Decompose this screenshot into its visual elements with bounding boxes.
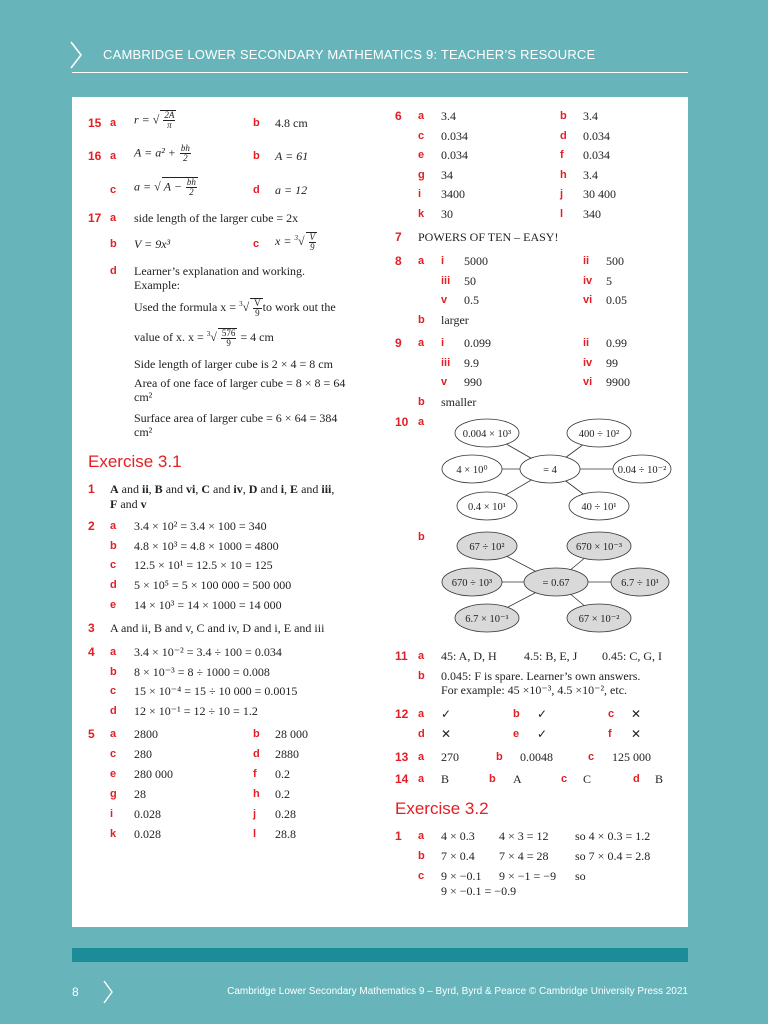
q8-b-answer: larger	[441, 313, 469, 327]
q5-row-label: h	[253, 788, 260, 800]
q9-b-label: b	[418, 396, 425, 408]
q5-row-value: 280	[134, 747, 152, 761]
node-label: 0.4 × 10¹	[468, 502, 506, 513]
q14-d-label: d	[633, 773, 640, 785]
q17-d-line5: Side length of larger cube is 2 × 4 = 8 cm	[134, 357, 333, 371]
chevron-right-icon	[68, 40, 84, 70]
q6-row-value: 3.4	[583, 167, 598, 182]
q1-answer-line1: A and ii, B and vi, C and iv, D and i, E and iii,	[110, 482, 335, 496]
ex32-q1-c-c3: so	[575, 869, 586, 883]
q11-b-line1: 0.045: F is spare. Learner’s own answers.	[441, 669, 641, 683]
node-label: 400 ÷ 10²	[578, 429, 620, 440]
ex32-q1-c-c1: 9 × −0.1	[441, 869, 482, 883]
ex32-q1-a-c1: 4 × 0.3	[441, 829, 475, 843]
q2-number: 2	[88, 519, 95, 533]
q2-d-label: d	[110, 579, 117, 591]
q15-b-label: b	[253, 117, 260, 129]
q16-a-formula: A = a² + $\frac{bh}{2}$	[134, 143, 190, 163]
node-label: 6.7 × 10⁻¹	[465, 614, 509, 625]
q17-d-line1: Learner’s explanation and working.	[134, 264, 306, 278]
node-label: 0.004 × 10³	[462, 429, 512, 440]
q10-number: 10	[395, 415, 409, 429]
q12-b-mark: ✓	[537, 707, 548, 721]
q8-row-value: 0.5	[464, 293, 479, 307]
q8-b-label: b	[418, 314, 425, 326]
q5-row-label: e	[110, 768, 117, 780]
q10-a-label: a	[418, 416, 425, 428]
q10-b-label: b	[418, 531, 425, 543]
q5-row-label: d	[253, 748, 260, 760]
q5-row-label: k	[110, 828, 117, 840]
q14-a-answer: B	[441, 772, 450, 786]
ex32-q1-b-c1: 7 × 0.4	[441, 849, 475, 863]
ex32-q1-c-label: c	[418, 870, 425, 882]
center-label: = 0.67	[542, 578, 570, 589]
q16-a-label: a	[110, 150, 117, 162]
node-label: 6.7 ÷ 10¹	[621, 578, 659, 589]
q6-row-value: 3400	[441, 187, 465, 202]
q12-number: 12	[395, 707, 409, 721]
footer-band	[72, 948, 688, 962]
q4-a-answer: 3.4 × 10⁻² = 3.4 ÷ 100 = 0.034	[134, 645, 282, 659]
q13-c-label: c	[588, 751, 595, 763]
header-title: CAMBRIDGE LOWER SECONDARY MATHEMATICS 9: TEACHER’S RESOURCE	[103, 47, 596, 62]
q12-a-mark: ✓	[441, 707, 452, 721]
q4-number: 4	[88, 645, 95, 659]
q2-e-answer: 14 × 10³ = 14 × 1000 = 14 000	[134, 598, 282, 612]
page-number: 8	[72, 985, 79, 999]
q15-b-answer: 4.8 cm	[275, 116, 308, 130]
q12-a-label: a	[418, 708, 425, 720]
q3-number: 3	[88, 621, 95, 635]
q4-d-answer: 12 × 10⁻¹ = 12 ÷ 10 = 1.2	[134, 704, 258, 718]
q6-row-label: g	[418, 168, 425, 181]
q6-row-label: f	[560, 149, 564, 162]
q14-b-answer: A	[513, 772, 522, 786]
q5-row-value: 0.028	[134, 827, 161, 841]
q17-d-line6: Area of one face of larger cube = 8 × 8 = 64 cm²	[134, 376, 346, 404]
q3-answer: A and ii, B and v, C and iv, D and i, E and iii	[110, 621, 325, 635]
q2-b-label: b	[110, 540, 117, 552]
q9-row-label: iii	[441, 356, 451, 369]
q12-c-mark: ✕	[631, 707, 642, 721]
q16-d-answer: a = 12	[275, 183, 308, 197]
q5-row-value: 28.8	[275, 827, 296, 841]
ex32-q1-a-c3: so 4 × 0.3 = 1.2	[575, 829, 651, 843]
q5-row-label: i	[110, 808, 114, 820]
q9-number: 9	[395, 336, 402, 350]
q9-row-label: ii	[583, 337, 590, 349]
exercise-3-1-heading: Exercise 3.1	[88, 452, 182, 471]
q4-b-label: b	[110, 666, 117, 678]
q14-a-label: a	[418, 773, 425, 785]
q14-b-label: b	[489, 773, 496, 785]
q2-c-label: c	[110, 559, 117, 571]
q5-row-label: j	[253, 808, 257, 820]
q13-number: 13	[395, 750, 409, 764]
q11-a-col2: 4.5: B, E, J	[524, 649, 578, 663]
q11-b-line2: For example: 45 ×10⁻³, 4.5 ×10⁻², etc.	[441, 683, 628, 697]
q4-c-label: c	[110, 685, 117, 697]
q17-b-label: b	[110, 238, 117, 250]
q6-row-label: j	[560, 188, 564, 201]
q5-row-value: 280 000	[134, 767, 173, 781]
q12-d-mark: ✕	[441, 727, 452, 741]
q1-number: 1	[88, 482, 95, 496]
ex32-q1-c-c4: 9 × −0.1 = −0.9	[441, 884, 517, 898]
q6-row-value: 34	[441, 167, 453, 182]
q9-row-label: vi	[583, 376, 593, 388]
q6-row-label: l	[560, 208, 564, 220]
q5-row-value: 2880	[275, 747, 299, 761]
q13-a-answer: 270	[441, 750, 459, 764]
q2-d-answer: 5 × 10⁵ = 5 × 100 000 = 500 000	[134, 578, 292, 592]
q11-b-label: b	[418, 670, 425, 682]
footer-copyright: Cambridge Lower Secondary Mathematics 9 – Byrd, Byrd & Pearce © Cambridge University Press 2021	[227, 986, 688, 997]
q9-row-value: 0.99	[606, 336, 627, 350]
ex32-q1-c-c2: 9 × −1 = −9	[499, 869, 557, 883]
node-label: 670 ÷ 10³	[451, 578, 493, 589]
q8-row-label: v	[441, 294, 448, 306]
node-label: 670 × 10⁻³	[575, 542, 623, 553]
q9-row-value: 99	[606, 355, 618, 370]
q14-c-label: c	[561, 773, 568, 785]
ex32-q1-b-label: b	[418, 850, 425, 862]
q5-row-value: 0.2	[275, 767, 290, 781]
node-label: 0.04 ÷ 10⁻²	[617, 465, 667, 476]
q4-d-label: d	[110, 705, 117, 717]
chevron-right-icon	[101, 979, 115, 1005]
q6-row-value: 3.4	[583, 109, 598, 123]
ex32-q1-b-c3: so 7 × 0.4 = 2.8	[575, 849, 651, 863]
q12-c-label: c	[608, 708, 615, 720]
q16-d-label: d	[253, 184, 260, 196]
q5-row-label: b	[253, 728, 260, 740]
q13-b-label: b	[496, 751, 503, 763]
q12-e-label: e	[513, 728, 520, 740]
center-label: = 4	[543, 465, 557, 476]
q16-b-answer: A = 61	[275, 149, 309, 163]
q7-answer: POWERS OF TEN – EASY!	[418, 230, 559, 244]
q6-row-value: 0.034	[583, 128, 610, 143]
q6-row-label: e	[418, 149, 425, 162]
q10-b-diagram	[432, 529, 672, 639]
q17-d-line2: Example:	[134, 278, 180, 292]
q14-number: 14	[395, 772, 409, 786]
exercise-3-2-heading: Exercise 3.2	[395, 799, 489, 818]
q17-c-label: c	[253, 238, 260, 250]
q6-row-value: 0.034	[583, 148, 610, 163]
q11-number: 11	[395, 649, 408, 663]
q8-row-label: i	[441, 255, 445, 267]
q4-c-answer: 15 × 10⁻⁴ = 15 ÷ 10 000 = 0.0015	[134, 684, 298, 698]
q17-d-line3: Used the formula x = $^3$√ $\frac{V}{9}$ to work out the	[134, 297, 336, 318]
q6-row-label: d	[560, 129, 567, 142]
q5-row-label: l	[253, 828, 257, 840]
q17-b-answer: V = 9x³	[134, 237, 171, 251]
q6-row-value: 0.034	[441, 148, 468, 163]
q8-row-value: 500	[606, 254, 624, 268]
header-rule	[72, 72, 688, 73]
ex32-q1-number: 1	[395, 829, 402, 843]
q6-row-value: 30 400	[583, 187, 616, 202]
q2-a-answer: 3.4 × 10² = 3.4 × 100 = 340	[134, 519, 267, 533]
q5-row-value: 0.028	[134, 807, 161, 821]
q8-row-value: 5	[606, 273, 612, 288]
q9-row-label: v	[441, 376, 448, 388]
q15-a-label: a	[110, 117, 117, 129]
q17-d-line7: Surface area of larger cube = 6 × 64 = 384 cm²	[134, 411, 338, 439]
q8-number: 8	[395, 254, 402, 268]
q5-row-label: f	[253, 768, 257, 780]
q1-answer-line2: F and v	[110, 497, 147, 511]
q2-a-label: a	[110, 520, 117, 532]
q11-a-col3: 0.45: C, G, I	[602, 649, 662, 663]
q12-e-mark: ✓	[537, 727, 548, 741]
answer-page	[72, 97, 688, 927]
q6-row-value: 3.4	[441, 109, 456, 123]
q17-a-label: a	[110, 212, 117, 224]
q11-a-col1: 45: A, D, H	[441, 649, 497, 663]
q8-row-value: 5000	[464, 254, 488, 268]
q17-number: 17	[88, 211, 102, 225]
q6-row-label: a	[418, 110, 425, 122]
q5-row-label: a	[110, 728, 117, 740]
q11-a-label: a	[418, 650, 425, 662]
q13-b-answer: 0.0048	[520, 750, 553, 764]
q5-row-value: 0.2	[275, 787, 290, 801]
q5-row-value: 28 000	[275, 727, 308, 741]
q4-a-label: a	[110, 646, 117, 658]
q9-row-label: i	[441, 337, 445, 349]
node-label: 67 ÷ 10²	[469, 542, 505, 553]
q5-row-label: g	[110, 788, 117, 800]
q8-row-value: 0.05	[606, 293, 627, 307]
node-label: 4 × 10⁰	[456, 465, 488, 476]
q8-row-value: 50	[464, 273, 476, 288]
q17-c-formula: x = $^3$√ $\frac{V}{9}$	[275, 231, 316, 252]
q6-number: 6	[395, 109, 402, 123]
q16-b-label: b	[253, 150, 260, 162]
q8-a-label: a	[418, 255, 425, 267]
q12-f-mark: ✕	[631, 727, 642, 741]
q15-number: 15	[88, 116, 102, 130]
q10-a-diagram	[432, 417, 672, 529]
q8-row-label: iii	[441, 274, 451, 287]
q15-a-formula: r = √ $\frac{2A}{\pi}$	[134, 110, 175, 130]
q6-row-value: 30	[441, 207, 453, 221]
q5-row-value: 0.28	[275, 807, 296, 821]
q12-d-label: d	[418, 728, 425, 740]
q12-b-label: b	[513, 708, 520, 720]
q6-row-value: 0.034	[441, 128, 468, 143]
q8-row-label: iv	[583, 274, 593, 287]
q16-number: 16	[88, 149, 102, 163]
ex32-q1-a-c2: 4 × 3 = 12	[499, 829, 549, 843]
q14-c-answer: C	[583, 772, 592, 786]
q17-a-answer: side length of the larger cube = 2x	[134, 211, 299, 225]
q9-row-value: 9.9	[464, 355, 479, 370]
ex32-q1-a-label: a	[418, 830, 425, 842]
q17-d-line4: value of x. x = $^3$√ $\frac{576}{9}$ = 4 cm	[134, 327, 274, 348]
q5-row-label: c	[110, 748, 117, 760]
q9-b-answer: smaller	[441, 395, 477, 409]
q4-b-answer: 8 × 10⁻³ = 8 ÷ 1000 = 0.008	[134, 665, 270, 679]
q5-row-value: 2800	[134, 727, 158, 741]
q5-number: 5	[88, 727, 95, 741]
q7-number: 7	[395, 230, 402, 244]
ex32-q1-b-c2: 7 × 4 = 28	[499, 849, 549, 863]
q6-row-label: b	[560, 110, 567, 122]
q8-row-label: vi	[583, 294, 593, 306]
q12-f-label: f	[608, 728, 612, 740]
q13-c-answer: 125 000	[612, 750, 651, 764]
q16-c-label: c	[110, 184, 117, 196]
q2-c-answer: 12.5 × 10¹ = 12.5 × 10 = 125	[134, 558, 273, 572]
q17-d-label: d	[110, 265, 117, 277]
q6-row-value: 340	[583, 207, 601, 221]
q6-row-label: k	[418, 208, 425, 220]
q2-b-answer: 4.8 × 10³ = 4.8 × 1000 = 4800	[134, 539, 279, 553]
node-label: 40 ÷ 10¹	[581, 502, 617, 513]
q14-d-answer: B	[655, 772, 664, 786]
q5-row-value: 28	[134, 787, 146, 801]
q6-row-label: c	[418, 129, 425, 142]
q2-e-label: e	[110, 599, 117, 611]
q9-row-value: 9900	[606, 375, 630, 389]
q9-row-label: iv	[583, 356, 593, 369]
q16-c-formula: a = √ A − $\frac{bh}{2}$	[134, 177, 196, 197]
q9-row-value: 0.099	[464, 336, 491, 350]
q9-row-value: 990	[464, 375, 482, 389]
node-label: 67 × 10⁻²	[578, 614, 620, 625]
q6-row-label: i	[418, 188, 422, 201]
q13-a-label: a	[418, 751, 425, 763]
q6-row-label: h	[560, 168, 567, 181]
q9-a-label: a	[418, 337, 425, 349]
q8-row-label: ii	[583, 255, 590, 267]
